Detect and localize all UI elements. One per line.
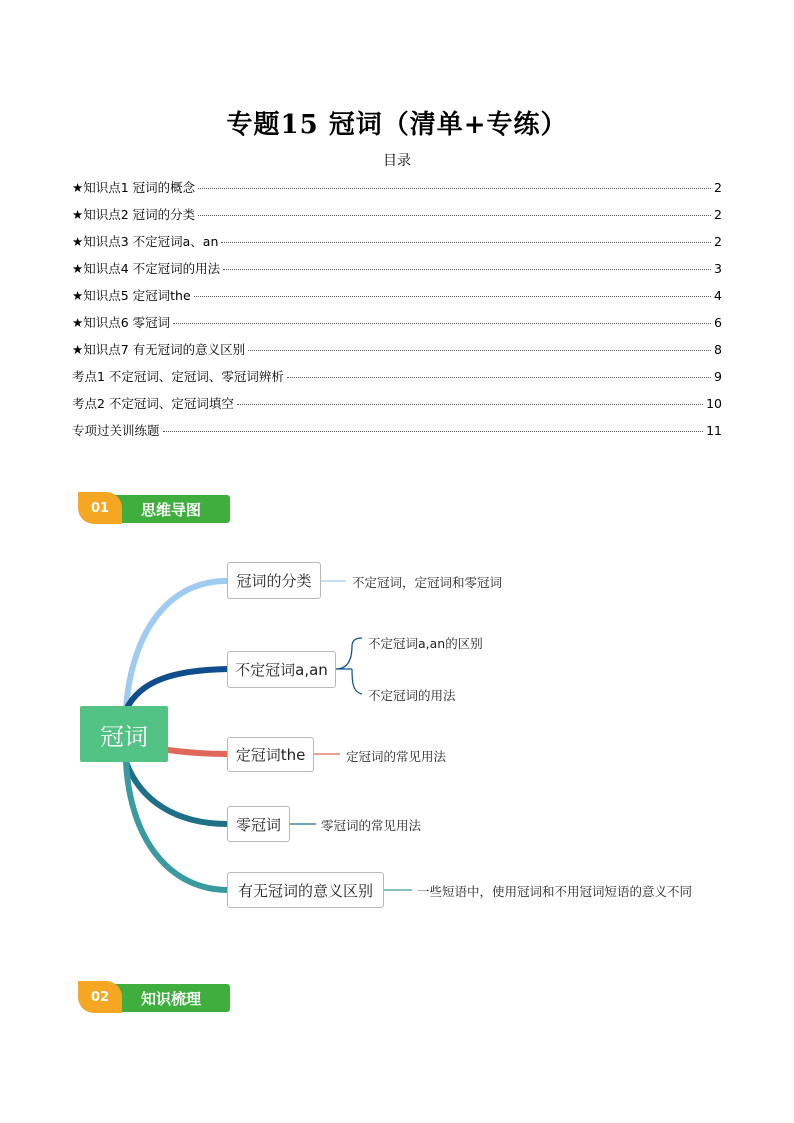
mind-map-node: 冠词的分类 (227, 562, 321, 599)
toc-entry-page: 2 (714, 234, 722, 249)
toc-leader-dots (173, 323, 711, 324)
connector-branch-4 (126, 762, 228, 824)
toc-leader-dots (198, 215, 711, 216)
toc-leader-dots (198, 188, 711, 189)
toc-entry[interactable] (72, 367, 722, 394)
toc-entry-page: 11 (706, 423, 722, 438)
connector-branch-2 (126, 669, 228, 710)
toc-leader-dots (194, 296, 711, 297)
toc-entry-page: 3 (714, 261, 722, 276)
toc-leader-dots (163, 431, 704, 432)
toc-entry[interactable] (72, 394, 722, 421)
toc-entry-page: 8 (714, 342, 722, 357)
toc-entry[interactable] (72, 421, 722, 448)
mind-map-leaf: 零冠词的常见用法 (321, 818, 422, 833)
mind-map-node: 有无冠词的意义区别 (227, 872, 384, 908)
connector-bracket-2 (336, 638, 362, 694)
toc-entry[interactable] (72, 178, 722, 205)
toc-entry-page: 10 (706, 396, 722, 411)
toc-entry-label: 考点2 不定冠词、定冠词填空 (72, 396, 234, 411)
connector-branch-3 (168, 750, 228, 754)
toc-entry-page: 9 (714, 369, 722, 384)
toc-heading: 目录 (383, 153, 411, 169)
mind-map-leaf: 不定冠词的用法 (368, 688, 456, 703)
toc-entry-label: ★知识点4 不定冠词的用法 (72, 261, 221, 276)
toc-leader-dots (287, 377, 711, 378)
mind-map-leaf: 不定冠词a,an的区别 (368, 636, 483, 651)
mind-map-node: 不定冠词a,an (227, 651, 336, 688)
section-number: 02 (78, 981, 122, 1013)
toc-leader-dots (223, 269, 711, 270)
mind-map-node: 定冠词the (227, 737, 314, 772)
toc-leader-dots (221, 242, 711, 243)
toc-entry-label: ★知识点1 冠词的概念 (72, 180, 196, 195)
mind-map-leaf: 不定冠词，定冠词和零冠词 (352, 575, 503, 590)
toc-entry-page: 6 (714, 315, 722, 330)
toc-entry-label: ★知识点3 不定冠词a、an (72, 234, 219, 249)
section-label: 思维导图 (112, 495, 230, 523)
section-number: 01 (78, 492, 122, 524)
mind-map-root: 冠词 (80, 706, 168, 762)
toc-entry[interactable] (72, 232, 722, 259)
table-of-contents (72, 178, 722, 448)
toc-entry-page: 2 (714, 207, 722, 222)
section-label: 知识梳理 (112, 984, 230, 1012)
toc-entry-label: ★知识点2 冠词的分类 (72, 207, 196, 222)
document-title: 专题15 冠词（清单+专练） (226, 110, 568, 140)
toc-entry[interactable] (72, 259, 722, 286)
mind-map-leaf: 一些短语中，使用冠词和不用冠词短语的意义不同 (417, 884, 693, 899)
toc-entry-label: 考点1 不定冠词、定冠词、零冠词辨析 (72, 369, 284, 384)
toc-leader-dots (237, 404, 703, 405)
toc-entry[interactable] (72, 313, 722, 340)
toc-entry-label: ★知识点5 定冠词the (72, 288, 191, 303)
toc-leader-dots (248, 350, 711, 351)
toc-entry-page: 2 (714, 180, 722, 195)
section-badge-knowledge (78, 981, 230, 1013)
toc-entry-label: 专项过关训练题 (72, 423, 160, 438)
toc-entry-page: 4 (714, 288, 722, 303)
section-badge-mindmap (78, 492, 230, 524)
toc-entry[interactable] (72, 340, 722, 367)
mind-map (0, 540, 794, 920)
mind-map-node: 零冠词 (227, 806, 290, 842)
toc-entry[interactable] (72, 286, 722, 313)
mind-map-leaf: 定冠词的常见用法 (346, 749, 447, 764)
toc-entry-label: ★知识点6 零冠词 (72, 315, 171, 330)
toc-entry[interactable] (72, 205, 722, 232)
toc-entry-label: ★知识点7 有无冠词的意义区别 (72, 342, 246, 357)
